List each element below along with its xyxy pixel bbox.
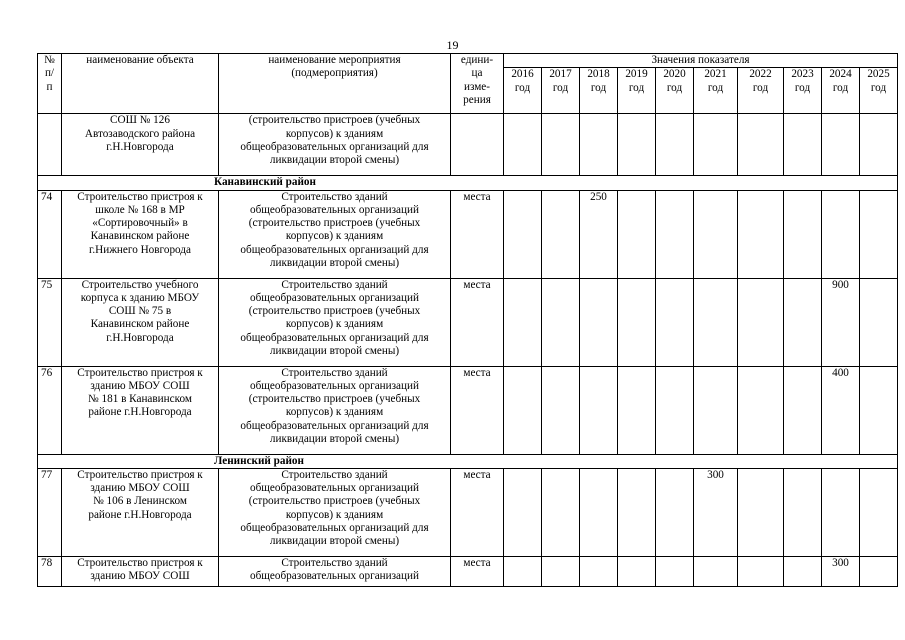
year-value xyxy=(738,366,784,454)
year-value xyxy=(542,190,580,278)
event-name: Строительство зданий общеобразовательных организаций (строительство пристроев (учебных корпусов) к зданиям общеобразовательных организаций для ликвидации второй смены) xyxy=(219,366,451,454)
year-value xyxy=(784,468,822,556)
district-label: Канавинский район xyxy=(38,176,898,190)
year-value xyxy=(784,556,822,586)
year-value xyxy=(580,556,618,586)
year-value xyxy=(656,468,694,556)
district-row xyxy=(38,176,898,190)
header-year: 2024 год xyxy=(822,68,860,114)
year-value xyxy=(542,278,580,366)
header-year: 2019 год xyxy=(618,68,656,114)
header-event: наименование мероприятия (подмероприятия) xyxy=(219,54,451,114)
object-name: Строительство пристроя к зданию МБОУ СОШ xyxy=(62,556,219,586)
year-value xyxy=(738,190,784,278)
year-value xyxy=(738,556,784,586)
year-value xyxy=(618,190,656,278)
year-value xyxy=(618,468,656,556)
year-value xyxy=(580,278,618,366)
row-number xyxy=(38,114,62,176)
year-value xyxy=(822,114,860,176)
unit: места xyxy=(451,366,504,454)
year-value xyxy=(784,366,822,454)
header-row-1 xyxy=(38,54,898,68)
year-value xyxy=(784,114,822,176)
header-year: 2022 год xyxy=(738,68,784,114)
year-value xyxy=(822,190,860,278)
year-value xyxy=(618,114,656,176)
year-value xyxy=(738,278,784,366)
year-value xyxy=(580,366,618,454)
year-value xyxy=(542,556,580,586)
year-value xyxy=(822,468,860,556)
year-value xyxy=(694,366,738,454)
event-name: (строительство пристроев (учебных корпусов) к зданиям общеобразовательных организаций для ликвидации второй смены) xyxy=(219,114,451,176)
year-value xyxy=(860,366,898,454)
year-value xyxy=(656,556,694,586)
table-row xyxy=(38,468,898,556)
year-value xyxy=(860,468,898,556)
district-label: Ленинский район xyxy=(38,454,898,468)
year-value xyxy=(542,366,580,454)
year-value xyxy=(784,190,822,278)
header-year: 2023 год xyxy=(784,68,822,114)
object-name: Строительство пристроя к школе № 168 в МР «Сортировочный» в Канавинском районе г.Нижнего Новгорода xyxy=(62,190,219,278)
year-value xyxy=(694,114,738,176)
page-number: 19 xyxy=(446,38,459,52)
year-value xyxy=(860,114,898,176)
year-value: 400 xyxy=(822,366,860,454)
row-number: 76 xyxy=(38,366,62,454)
header-unit: едини- ца изме- рения xyxy=(451,54,504,114)
year-value xyxy=(618,278,656,366)
header-year: 2016 год xyxy=(504,68,542,114)
table-body xyxy=(38,114,898,587)
unit: места xyxy=(451,190,504,278)
header-year: 2017 год xyxy=(542,68,580,114)
indicator-table-wrapper xyxy=(37,53,898,587)
object-name: Строительство пристроя к зданию МБОУ СОШ № 181 в Канавинском районе г.Н.Новгорода xyxy=(62,366,219,454)
year-value xyxy=(860,190,898,278)
year-value xyxy=(504,468,542,556)
year-value xyxy=(656,366,694,454)
row-number: 78 xyxy=(38,556,62,586)
row-number: 75 xyxy=(38,278,62,366)
year-value xyxy=(738,114,784,176)
year-value xyxy=(504,366,542,454)
header-year: 2021 год xyxy=(694,68,738,114)
row-number: 74 xyxy=(38,190,62,278)
header-year: 2025 год xyxy=(860,68,898,114)
unit: места xyxy=(451,556,504,586)
object-name: Строительство учебного корпуса к зданию МБОУ СОШ № 75 в Канавинском районе г.Н.Новгорода xyxy=(62,278,219,366)
event-name: Строительство зданий общеобразовательных организаций (строительство пристроев (учебных корпусов) к зданиям общеобразовательных организаций для ликвидации второй смены) xyxy=(219,190,451,278)
year-value xyxy=(860,278,898,366)
year-value xyxy=(504,556,542,586)
year-value xyxy=(618,366,656,454)
year-value xyxy=(694,278,738,366)
header-number: № п/ п xyxy=(38,54,62,114)
event-name: Строительство зданий общеобразовательных организаций (строительство пристроев (учебных корпусов) к зданиям общеобразовательных организаций для ликвидации второй смены) xyxy=(219,278,451,366)
event-name: Строительство зданий общеобразовательных организаций xyxy=(219,556,451,586)
year-value xyxy=(656,278,694,366)
year-value xyxy=(504,190,542,278)
year-value xyxy=(738,468,784,556)
object-name: СОШ № 126 Автозаводского района г.Н.Новгорода xyxy=(62,114,219,176)
table-row xyxy=(38,366,898,454)
event-name: Строительство зданий общеобразовательных организаций (строительство пристроев (учебных корпусов) к зданиям общеобразовательных организаций для ликвидации второй смены) xyxy=(219,468,451,556)
year-value xyxy=(694,190,738,278)
year-value xyxy=(618,556,656,586)
year-value: 300 xyxy=(694,468,738,556)
table-row xyxy=(38,556,898,586)
district-row xyxy=(38,454,898,468)
table-row xyxy=(38,278,898,366)
year-value xyxy=(656,190,694,278)
year-value xyxy=(504,114,542,176)
year-value xyxy=(784,278,822,366)
table-row xyxy=(38,114,898,176)
year-value: 250 xyxy=(580,190,618,278)
row-number: 77 xyxy=(38,468,62,556)
header-object: наименование объекта xyxy=(62,54,219,114)
object-name: Строительство пристроя к зданию МБОУ СОШ № 106 в Ленинском районе г.Н.Новгорода xyxy=(62,468,219,556)
unit: места xyxy=(451,278,504,366)
header-values: Значения показателя xyxy=(504,54,898,68)
year-value xyxy=(542,468,580,556)
year-value xyxy=(580,114,618,176)
year-value: 300 xyxy=(822,556,860,586)
year-value xyxy=(504,278,542,366)
year-value xyxy=(860,556,898,586)
header-year: 2020 год xyxy=(656,68,694,114)
unit: места xyxy=(451,468,504,556)
unit xyxy=(451,114,504,176)
table-row xyxy=(38,190,898,278)
year-value xyxy=(580,468,618,556)
year-value xyxy=(542,114,580,176)
year-value xyxy=(656,114,694,176)
year-value: 900 xyxy=(822,278,860,366)
year-value xyxy=(694,556,738,586)
indicator-table xyxy=(37,53,898,587)
header-year: 2018 год xyxy=(580,68,618,114)
